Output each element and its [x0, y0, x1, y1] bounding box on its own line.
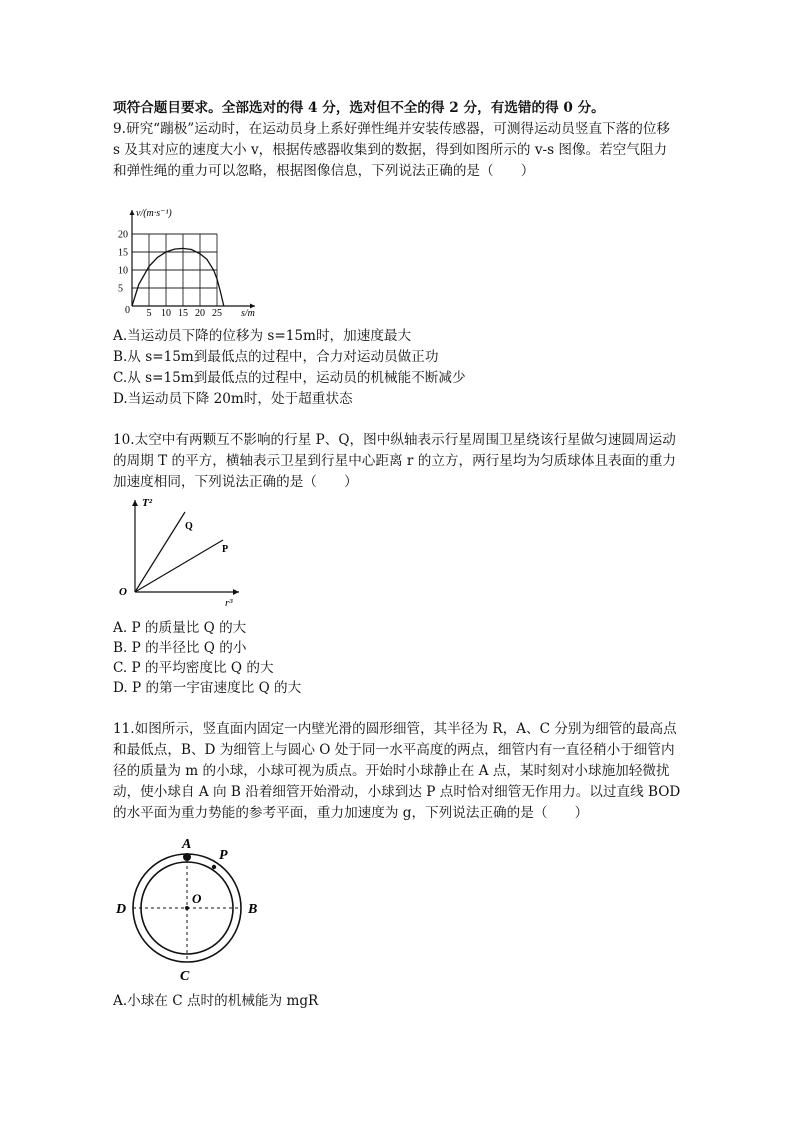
y-tick-label: 20 — [118, 229, 128, 241]
y-axis-label: T² — [142, 497, 153, 509]
chart-grid — [132, 234, 217, 306]
label-a: A — [182, 837, 192, 852]
q11-option-a[interactable]: A.小球在 C 点时的机械能为 mgR — [113, 993, 319, 1009]
x-tick-label: 10 — [161, 308, 171, 319]
label-c: C — [180, 969, 190, 982]
y-tick-label: 10 — [118, 265, 128, 277]
q9-stem-line-3: 和弹性绳的重力可以忽略，根据图像信息，下列说法正确的是（ ） — [113, 163, 535, 179]
q11-stem-line-2: 和最低点，B、D 为细管上与圆心 O 处于同一水平高度的两点，细管内有一直径稍小于细管内 — [113, 742, 675, 758]
label-b: B — [248, 902, 258, 917]
q11-stem-line-1: 11.如图所示，竖直面内固定一内壁光滑的圆形细管，其半径为 R，A、C 分别为细管的最高点 — [113, 721, 677, 737]
label-q: Q — [185, 521, 193, 532]
q11-stem-line-4: 动，使小球自 A 向 B 沿着细管开始滑动，小球到达 P 点时恰对细管无作用力。以过直线 BOD — [113, 784, 681, 800]
q9-option-b[interactable]: B.从 s=15m到最低点的过程中，合力对运动员做正功 — [113, 349, 439, 365]
line-p — [135, 540, 223, 592]
q9-stem-line-1: 9.研究“蹦极”运动时，在运动员身上系好弹性绳并安装传感器，可测得运动员竖直下落的位移 — [113, 121, 671, 137]
q11-stem-line-5: 的水平面为重力势能的参考平面，重力加速度为 g，下列说法正确的是（ ） — [113, 805, 589, 821]
x-axis-arrow — [233, 589, 239, 595]
q11-stem-line-3: 径的质量为 m 的小球，小球可视为质点。开始时小球静止在 A 点，某时刻对小球施加轻微扰 — [113, 763, 670, 779]
label-p: P — [222, 544, 229, 555]
center-point-o — [185, 906, 189, 910]
x-tick-label: 5 — [146, 308, 152, 319]
origin-label: 0 — [125, 305, 130, 316]
y-tick-label: 5 — [118, 283, 123, 295]
q9-option-d[interactable]: D.当运动员下降 20m时，处于超重状态 — [113, 391, 353, 407]
q10-option-b[interactable]: B. P 的半径比 Q 的小 — [113, 640, 247, 656]
x-axis-label: s/m — [241, 308, 255, 319]
x-tick-labels — [147, 308, 223, 319]
x-axis-label: r³ — [225, 597, 233, 609]
point-p — [212, 865, 216, 869]
ball-at-a — [183, 853, 191, 861]
line-q — [135, 512, 185, 592]
q10-stem-line-2: 的周期 T 的平方，横轴表示卫星到行星中心距离 r 的立方，两行星均为匀质球体且表面的重力 — [113, 453, 677, 469]
q10-stem-line-1: 10.太空中有两颗互不影响的行星 P、Q，图中纵轴表示行星周围卫星绕该行星做匀速圆周运动 — [113, 432, 676, 448]
label-d: D — [116, 902, 127, 917]
label-p: P — [219, 848, 228, 863]
y-tick-label: 15 — [118, 247, 128, 259]
label-o: O — [192, 891, 202, 906]
velocity-curve — [132, 248, 224, 306]
y-axis-arrow — [132, 500, 138, 506]
x-tick-label: 25 — [212, 308, 222, 319]
q9-option-c[interactable]: C.从 s=15m到最低点的过程中，运动员的机械能不断减少 — [113, 370, 466, 386]
x-tick-label: 20 — [195, 308, 205, 319]
q10-stem-line-3: 加速度相同，下列说法正确的是（ ） — [113, 474, 358, 490]
x-tick-label: 15 — [178, 308, 188, 319]
q10-option-d[interactable]: D. P 的第一宇宙速度比 Q 的大 — [113, 680, 302, 696]
y-tick-labels — [118, 230, 128, 295]
q9-stem-line-2: s 及其对应的速度大小 v，根据传感器收集到的数据，得到如图所示的 v-s 图像。若空气阻力 — [113, 142, 668, 158]
q9-option-a[interactable]: A.当运动员下降的位移为 s=15m时，加速度最大 — [113, 328, 412, 344]
q10-option-a[interactable]: A. P 的质量比 Q 的大 — [113, 620, 247, 636]
section-instruction: 项符合题目要求。全部选对的得 4 分，选对但不全的得 2 分，有选错的得 0 分。 — [113, 100, 605, 116]
y-axis-arrow — [130, 210, 135, 215]
q10-option-c[interactable]: C. P 的平均密度比 Q 的大 — [113, 660, 274, 676]
q10-t2-r3-graph — [113, 492, 248, 612]
q11-circular-tube — [108, 832, 278, 982]
origin-label: O — [119, 586, 127, 598]
y-axis-label: v/(m·s⁻¹) — [136, 208, 172, 219]
q9-vs-chart — [113, 200, 263, 322]
